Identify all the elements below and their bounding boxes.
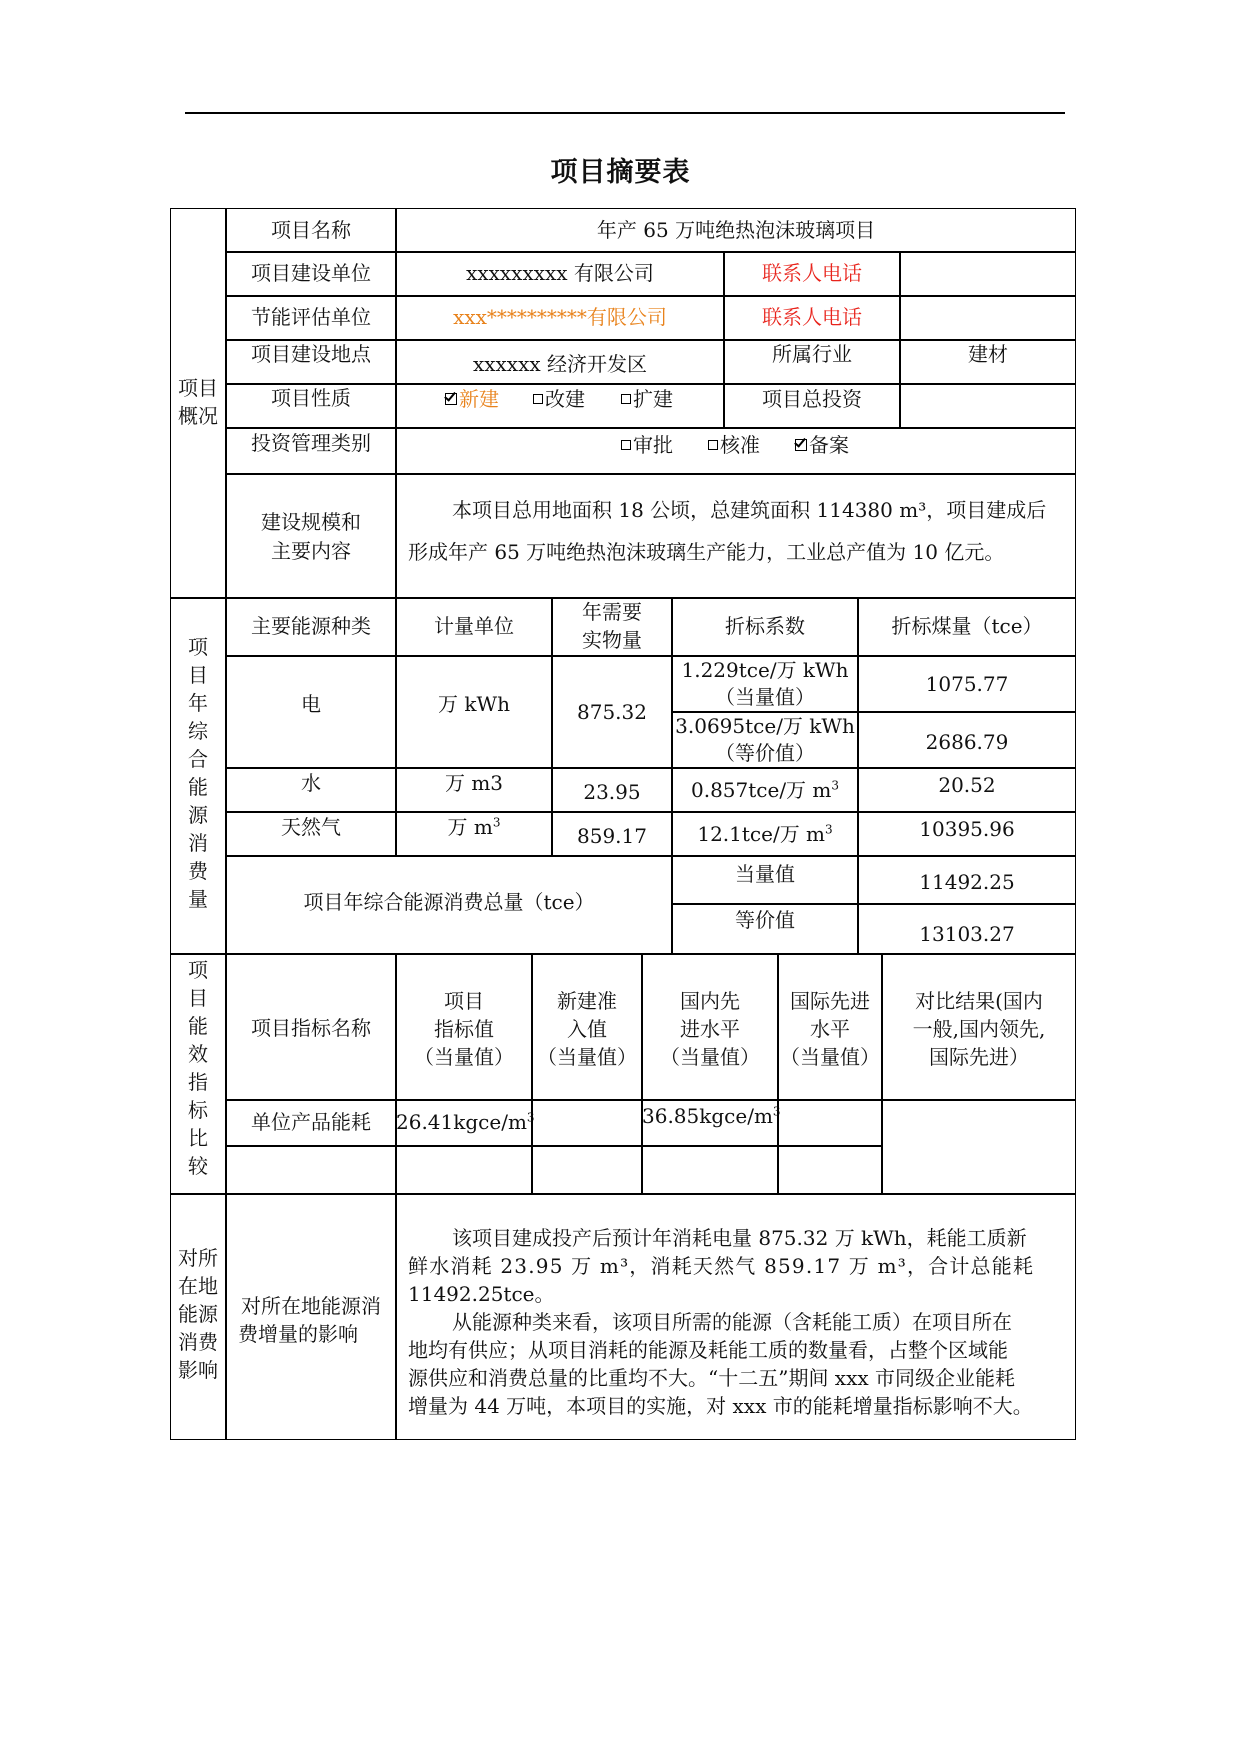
water-coal: 20.52 [938, 773, 996, 797]
mgmt-record-option[interactable] [795, 431, 849, 459]
energy-section-label: 项目年综合能源消费量 [188, 635, 208, 911]
eff-row1-name: 单位产品能耗 [251, 1110, 371, 1134]
eff-row1-proj: $26.41kgce/m^3$ [396, 1110, 535, 1134]
eff-header-cmp-line3: 国际先进） [929, 1045, 1029, 1069]
contact1-label: 联系人电话 [762, 261, 862, 285]
scale-label-line1: 建设规模和 [261, 510, 361, 534]
gas-coal: 10395.96 [919, 817, 1015, 841]
eff-row2-proj-cell[interactable] [396, 1146, 532, 1194]
eqprice-label: 等价值 [735, 908, 795, 932]
elec-coal2: 2686.79 [925, 730, 1009, 754]
elec-unit: 万 kWh [438, 692, 510, 716]
eff-row1-intl-cell[interactable] [778, 1100, 882, 1146]
energy-header-unit: 计量单位 [434, 614, 514, 638]
scale-text-line1: 本项目总用地面积 18 公顷，总建筑面积 114380 m³，项目建成后 [452, 498, 1047, 522]
energy-header-coal: 折标煤量（tce） [891, 614, 1043, 638]
location-label: 项目建设地点 [251, 342, 371, 366]
impact-p2-line1: 从能源种类来看，该项目所需的能源（含耗能工质）在项目所在 [452, 1310, 1012, 1334]
energy-header-coef: 折标系数 [725, 614, 805, 638]
eff-header-cmp-line1: 对比结果(国内 [915, 989, 1043, 1013]
investment-label: 项目总投资 [762, 387, 862, 411]
mgmt-approve-option[interactable] [621, 431, 673, 459]
overview-section-label: 项目概况 [178, 376, 218, 428]
contact1-value-cell[interactable] [900, 252, 1076, 296]
nature-rebuild-option[interactable] [533, 385, 585, 413]
checkbox-icon[interactable] [533, 394, 543, 404]
scale-cell [396, 474, 1076, 598]
eff-row2-new-cell[interactable] [532, 1146, 642, 1194]
water-name: 水 [301, 771, 321, 795]
elec-coef1-line1: 1.229tce/万 kWh [681, 658, 849, 682]
page-title: 项目摘要表 [550, 157, 691, 188]
impact-p1-line1: 该项目建成投产后预计年消耗电量 875.32 万 kWh，耗能工质新 [452, 1226, 1027, 1250]
gas-unit: 万 $m^3$ [447, 815, 501, 839]
eff-header-intl-line3: （当量值） [780, 1045, 880, 1069]
project-name-label: 项目名称 [271, 218, 351, 242]
water-qty: 23.95 [583, 780, 641, 804]
location-value: xxxxxx 经济开发区 [472, 352, 648, 376]
energy-header-type: 主要能源种类 [251, 614, 371, 638]
gas-qty: 859.17 [577, 824, 647, 848]
water-coef-text: 0.857tce/万 m [690, 778, 832, 802]
summary-table [170, 208, 1076, 1440]
eff-header-new-line3: （当量值） [537, 1045, 637, 1069]
nature-new-option[interactable] [445, 385, 499, 413]
impact-p2-line4: 增量为 44 万吨，本项目的实施，对 xxx 市的能耗增量指标影响不大。 [408, 1394, 1033, 1418]
eff-header-new-line2: 入值 [567, 1017, 607, 1041]
project-name-value: 年产 65 万吨绝热泡沫玻璃项目 [596, 218, 876, 242]
equiv-label: 当量值 [735, 862, 795, 886]
builder-label: 项目建设单位 [251, 261, 371, 285]
header-rule [185, 112, 1065, 114]
eff-header-intl-line1: 国际先进 [790, 989, 870, 1013]
equiv-value: 11492.25 [919, 870, 1015, 894]
efficiency-section-label: 项目能效指标比较 [188, 958, 208, 1178]
energy-header-qty-line2: 实物量 [582, 628, 642, 652]
builder-value: xxxxxxxxx 有限公司 [466, 261, 654, 285]
gas-unit-text: 万 m [447, 815, 493, 839]
energy-header-qty-line1: 年需要 [582, 600, 642, 624]
impact-p2-line2: 地均有供应；从项目消耗的能源及耗能工质的数量看，占整个区域能 [408, 1338, 1008, 1362]
eff-row1-dom: $36.85kgce/m^3$ [642, 1104, 781, 1128]
impact-section-label: 对所在地能源消费影响 [178, 1246, 218, 1382]
checked-box-icon[interactable] [795, 439, 807, 451]
impact-p2-line3: 源供应和消费总量的比重均不大。“十二五”期间 xxx 市同级企业能耗 [408, 1366, 1016, 1390]
mgmt-verify-label: 核准 [720, 433, 760, 457]
elec-coef2-line2: （等价值） [715, 741, 815, 765]
mgmt-record-label: 备案 [809, 433, 849, 457]
scale-text-line2: 形成年产 65 万吨绝热泡沫玻璃生产能力，工业总产值为 10 亿元。 [408, 540, 1005, 564]
industry-value: 建材 [968, 342, 1008, 366]
mgmt-approve-label: 审批 [633, 433, 673, 457]
eff-header-intl-line2: 水平 [810, 1017, 850, 1041]
gas-coef-text: 12.1tce/万 m [697, 822, 826, 846]
eff-header-new-line1: 新建准 [557, 989, 617, 1013]
impact-sub-label-line2: 费增量的影响 [238, 1322, 358, 1346]
eff-header-dom-line2: 进水平 [680, 1017, 740, 1041]
mgmt-verify-option[interactable] [708, 431, 760, 459]
scale-label-line2: 主要内容 [271, 539, 351, 563]
eff-cmp-result-cell[interactable] [882, 1100, 1076, 1194]
scale-label-cell [226, 474, 396, 598]
eqprice-value: 13103.27 [919, 922, 1015, 946]
eff-header-proj-line1: 项目 [444, 989, 484, 1013]
eff-row2-name-cell[interactable] [226, 1146, 396, 1194]
impact-sub-label-line1: 对所在地能源消 [241, 1294, 381, 1318]
assessor-label: 节能评估单位 [251, 305, 371, 329]
water-unit: 万 m3 [444, 771, 504, 795]
eff-header-dom-line3: （当量值） [660, 1045, 760, 1069]
water-coef: 0.857tce/万 $m^3$ [690, 778, 840, 802]
nature-expand-option[interactable] [621, 385, 673, 413]
nature-expand-label: 扩建 [633, 387, 673, 411]
eff-row1-new-cell[interactable] [532, 1100, 642, 1146]
eff-header-proj-line3: （当量值） [414, 1045, 514, 1069]
checked-box-icon[interactable] [445, 393, 457, 405]
eff-header-cmp-line2: 一般,国内领先, [912, 1017, 1046, 1041]
elec-coef1-line2: （当量值） [715, 685, 815, 709]
eff-header-dom-line1: 国内先 [680, 989, 740, 1013]
impact-p1-line2: 鲜水消耗 23.95 万 m³，消耗天然气 859.17 万 m³，合计总能耗 [408, 1254, 1035, 1278]
contact2-label: 联系人电话 [762, 305, 862, 329]
gas-coef: 12.1tce/万 $m^3$ [697, 822, 833, 846]
eff-row2-intl-cell[interactable] [778, 1146, 882, 1194]
investment-value-cell[interactable] [900, 384, 1076, 428]
energy-total-label: 项目年综合能源消费总量（tce） [303, 890, 595, 914]
industry-label: 所属行业 [772, 342, 852, 366]
eff-row2-dom-cell[interactable] [642, 1146, 778, 1194]
elec-qty: 875.32 [577, 700, 647, 724]
elec-coef2-line1: 3.0695tce/万 kWh [675, 714, 855, 738]
eff-row1-dom-text: 36.85kgce/m [642, 1104, 773, 1128]
nature-new-label: 新建 [459, 387, 499, 411]
checkbox-icon[interactable] [621, 440, 631, 450]
eff-row1-proj-text: 26.41kgce/m [396, 1110, 527, 1134]
contact2-value-cell[interactable] [900, 296, 1076, 340]
eff-header-proj-line2: 指标值 [434, 1017, 494, 1041]
gas-name: 天然气 [281, 815, 341, 839]
eff-header-name: 项目指标名称 [251, 1016, 371, 1040]
nature-rebuild-label: 改建 [545, 387, 585, 411]
impact-p1-line3: 11492.25tce。 [408, 1282, 555, 1306]
elec-coal1: 1075.77 [925, 672, 1009, 696]
assessor-value: xxx**********有限公司 [453, 305, 667, 329]
mgmt-label: 投资管理类别 [251, 431, 371, 455]
elec-name: 电 [301, 692, 321, 716]
checkbox-icon[interactable] [621, 394, 631, 404]
checkbox-icon[interactable] [708, 440, 718, 450]
nature-label: 项目性质 [271, 386, 351, 410]
